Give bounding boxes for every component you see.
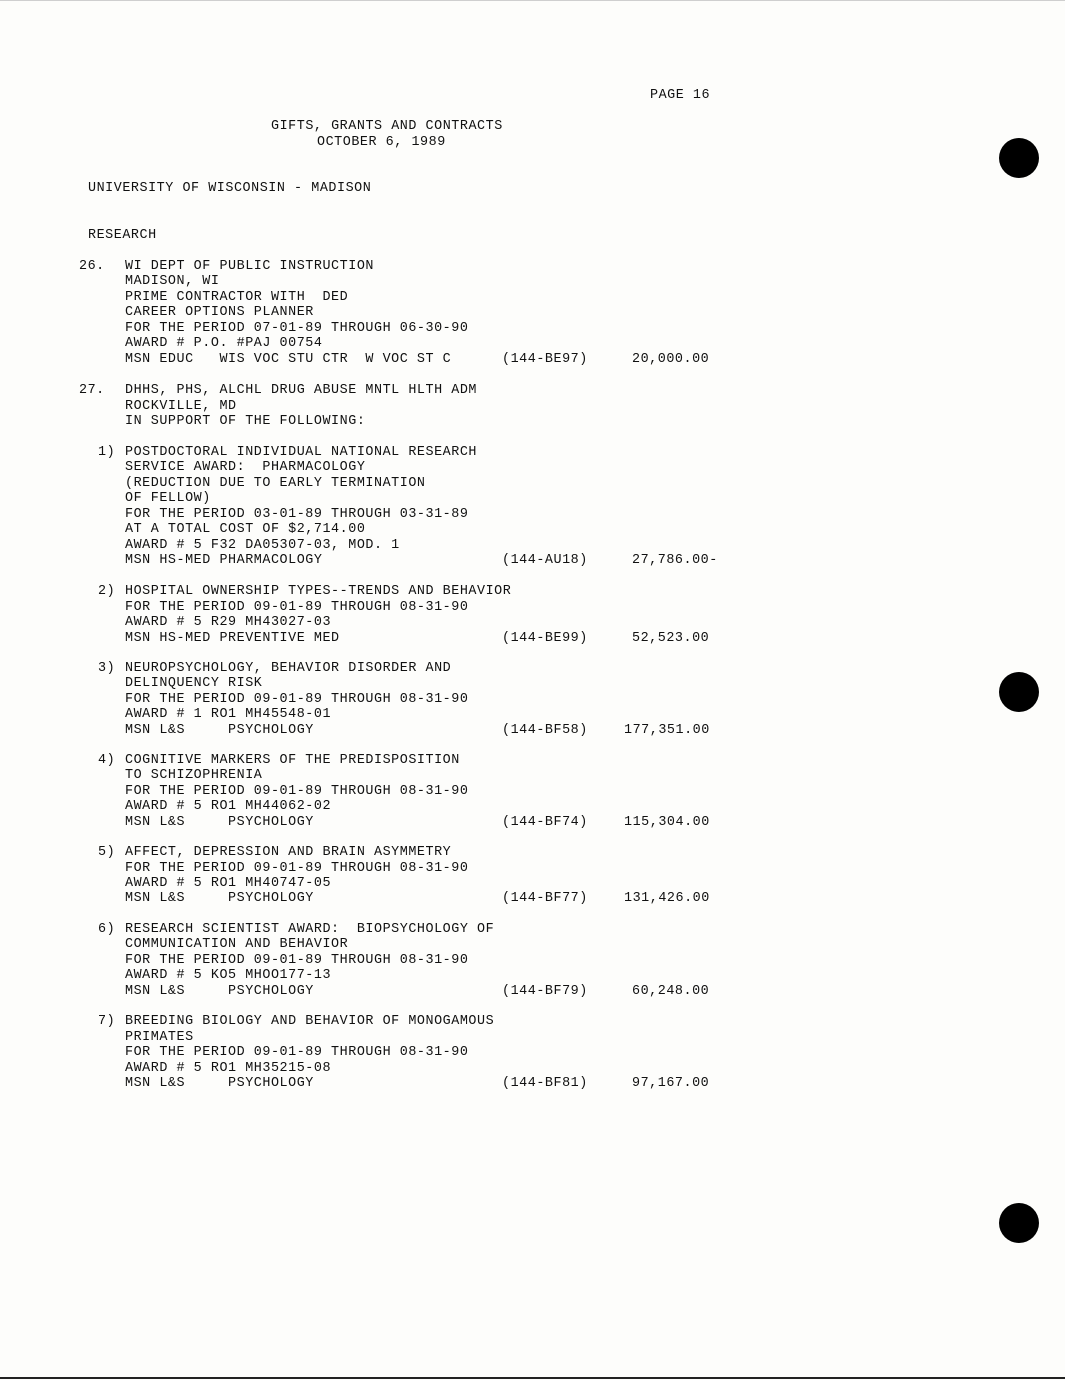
subitem-line: AWARD # 5 RO1 MH35215-08 <box>125 1061 332 1076</box>
subitem-line: AWARD # 5 RO1 MH44062-02 <box>125 799 332 814</box>
entry-line: WI DEPT OF PUBLIC INSTRUCTION <box>125 259 374 274</box>
subitem-line: AFFECT, DEPRESSION AND BRAIN ASYMMETRY <box>125 845 452 860</box>
subitem-number: 2) <box>98 584 116 599</box>
subitem-line: AWARD # 5 R29 MH43027-03 <box>125 615 332 630</box>
top-edge-rule <box>0 0 1065 1</box>
account-code: (144-AU18) <box>502 553 588 568</box>
subitem-line: DELINQUENCY RISK <box>125 676 263 691</box>
binder-hole-middle <box>999 672 1039 712</box>
award-amount: 60,248.00 <box>632 984 710 999</box>
account-code: (144-BE99) <box>502 631 588 646</box>
entry-line: ROCKVILLE, MD <box>125 399 237 414</box>
entry-number: 27. <box>79 383 105 398</box>
entry-line: MSN EDUC WIS VOC STU CTR W VOC ST C <box>125 352 452 367</box>
subitem-line: AWARD # 5 F32 DA05307-03, MOD. 1 <box>125 538 400 553</box>
document-date: OCTOBER 6, 1989 <box>317 135 446 150</box>
subitem-line: FOR THE PERIOD 09-01-89 THROUGH 08-31-90 <box>125 784 469 799</box>
subitem-number: 3) <box>98 661 116 676</box>
subitem-line: MSN L&S PSYCHOLOGY <box>125 1076 314 1091</box>
entry-line: PRIME CONTRACTOR WITH DED <box>125 290 349 305</box>
document-title: GIFTS, GRANTS AND CONTRACTS <box>271 119 503 134</box>
page-number: PAGE 16 <box>650 88 711 103</box>
account-code: (144-BE97) <box>502 352 588 367</box>
binder-hole-top <box>999 138 1039 178</box>
account-code: (144-BF58) <box>502 723 588 738</box>
subitem-line: MSN L&S PSYCHOLOGY <box>125 723 314 738</box>
subitem-line: FOR THE PERIOD 09-01-89 THROUGH 08-31-90 <box>125 600 469 615</box>
account-code: (144-BF77) <box>502 891 588 906</box>
account-code: (144-BF74) <box>502 815 588 830</box>
subitem-line: BREEDING BIOLOGY AND BEHAVIOR OF MONOGAMOUS <box>125 1014 495 1029</box>
subitem-line: MSN L&S PSYCHOLOGY <box>125 815 314 830</box>
award-amount: 131,426.00 <box>624 891 710 906</box>
subitem-line: COGNITIVE MARKERS OF THE PREDISPOSITION <box>125 753 460 768</box>
subitem-line: TO SCHIZOPHRENIA <box>125 768 263 783</box>
subitem-line: AWARD # 5 RO1 MH40747-05 <box>125 876 332 891</box>
subitem-line: POSTDOCTORAL INDIVIDUAL NATIONAL RESEARCH <box>125 445 478 460</box>
award-amount: 20,000.00 <box>632 352 710 367</box>
binder-hole-bottom <box>999 1203 1039 1243</box>
section-heading: RESEARCH <box>88 228 157 243</box>
subitem-line: FOR THE PERIOD 09-01-89 THROUGH 08-31-90 <box>125 1045 469 1060</box>
subitem-line: PRIMATES <box>125 1030 194 1045</box>
subitem-number: 6) <box>98 922 116 937</box>
subitem-line: OF FELLOW) <box>125 491 211 506</box>
subitem-number: 4) <box>98 753 116 768</box>
subitem-number: 5) <box>98 845 116 860</box>
subitem-line: (REDUCTION DUE TO EARLY TERMINATION <box>125 476 426 491</box>
award-amount: 115,304.00 <box>624 815 710 830</box>
subitem-line: FOR THE PERIOD 09-01-89 THROUGH 08-31-90 <box>125 861 469 876</box>
subitem-number: 7) <box>98 1014 116 1029</box>
subitem-line: MSN HS-MED PREVENTIVE MED <box>125 631 340 646</box>
award-amount: 27,786.00- <box>632 553 718 568</box>
award-amount: 97,167.00 <box>632 1076 710 1091</box>
subitem-line: AWARD # 1 RO1 MH45548-01 <box>125 707 332 722</box>
subitem-line: FOR THE PERIOD 09-01-89 THROUGH 08-31-90 <box>125 692 469 707</box>
entry-line: DHHS, PHS, ALCHL DRUG ABUSE MNTL HLTH ADM <box>125 383 478 398</box>
entry-line: AWARD # P.O. #PAJ 00754 <box>125 336 323 351</box>
award-amount: 177,351.00 <box>624 723 710 738</box>
account-code: (144-BF81) <box>502 1076 588 1091</box>
subitem-line: AWARD # 5 KO5 MHOO177-13 <box>125 968 332 983</box>
bottom-edge-rule <box>0 1377 1065 1379</box>
entry-line: CAREER OPTIONS PLANNER <box>125 305 314 320</box>
subitem-line: COMMUNICATION AND BEHAVIOR <box>125 937 349 952</box>
subitem-line: NEUROPSYCHOLOGY, BEHAVIOR DISORDER AND <box>125 661 452 676</box>
entry-line: MADISON, WI <box>125 274 220 289</box>
entry-number: 26. <box>79 259 105 274</box>
subitem-line: SERVICE AWARD: PHARMACOLOGY <box>125 460 366 475</box>
entry-line: FOR THE PERIOD 07-01-89 THROUGH 06-30-90 <box>125 321 469 336</box>
subitem-line: FOR THE PERIOD 09-01-89 THROUGH 08-31-90 <box>125 953 469 968</box>
subitem-line: HOSPITAL OWNERSHIP TYPES--TRENDS AND BEHAVIOR <box>125 584 512 599</box>
subitem-line: RESEARCH SCIENTIST AWARD: BIOPSYCHOLOGY OF <box>125 922 495 937</box>
subitem-line: MSN HS-MED PHARMACOLOGY <box>125 553 323 568</box>
entry-line: IN SUPPORT OF THE FOLLOWING: <box>125 414 366 429</box>
subitem-line: AT A TOTAL COST OF $2,714.00 <box>125 522 366 537</box>
subitem-line: MSN L&S PSYCHOLOGY <box>125 891 314 906</box>
award-amount: 52,523.00 <box>632 631 710 646</box>
account-code: (144-BF79) <box>502 984 588 999</box>
subitem-line: FOR THE PERIOD 03-01-89 THROUGH 03-31-89 <box>125 507 469 522</box>
institution-name: UNIVERSITY OF WISCONSIN - MADISON <box>88 181 372 196</box>
subitem-number: 1) <box>98 445 116 460</box>
subitem-line: MSN L&S PSYCHOLOGY <box>125 984 314 999</box>
